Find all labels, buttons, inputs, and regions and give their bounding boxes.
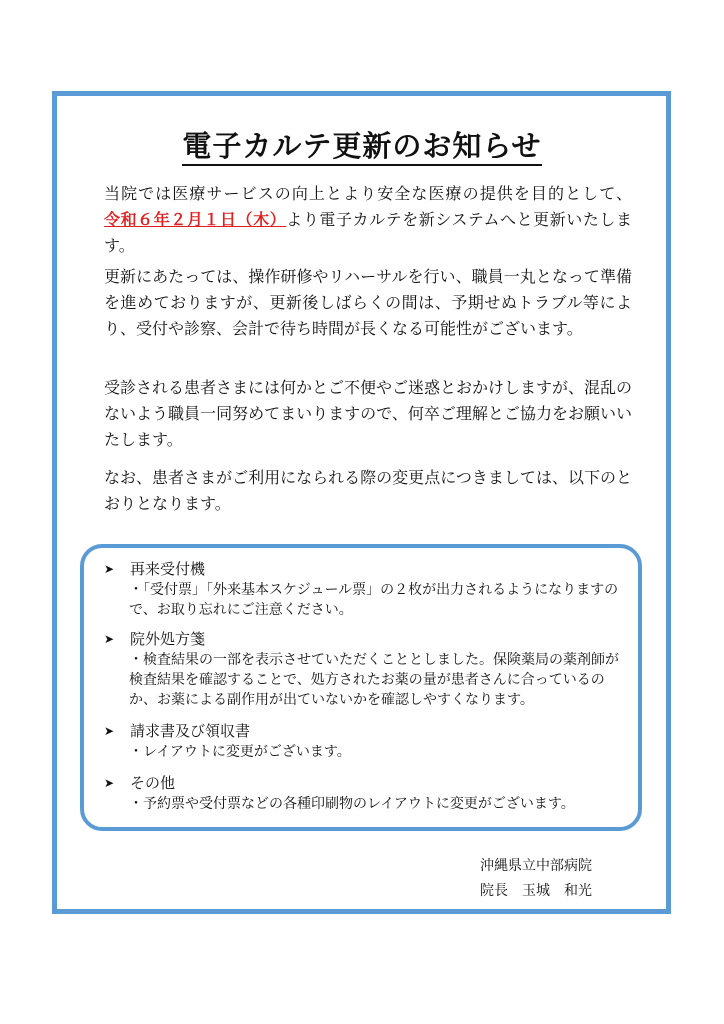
effective-date: 令和６年２月１日（木） [104,210,287,229]
change-item [104,720,624,762]
apology-paragraph: 受診される患者さまには何かとご不便やご迷惑とおかけしますが、混乱のないよう職員一同努めてまいりますので、何卒ご理解とご協力をお願いいたします。 [104,378,633,449]
arrow-bullet-icon: ➤ [104,776,115,790]
director-name: 院長 玉城 和光 [480,883,592,899]
change-heading: 再来受付機 [130,560,206,578]
arrow-bullet-icon: ➤ [104,562,115,576]
change-item [104,628,624,710]
arrow-bullet-icon: ➤ [104,632,115,646]
changes-intro-paragraph: なお、患者さまがご利用になられる際の変更点につきましては、以下のとおりとなります。 [104,468,632,513]
preparation-paragraph: 更新にあたっては、操作研修やリハーサルを行い、職員一丸となって準備を進めておりますが、更新後しばらくの間は、予期せぬトラブル等により、受付や診察、会計で待ち時間が長くなる可能性がございます。 [104,267,632,338]
change-item [104,772,624,814]
change-heading: 院外処方箋 [130,630,206,648]
hospital-name: 沖縄県立中部病院 [480,858,592,874]
change-item [104,558,624,620]
change-detail: ・「受付票」「外来基本スケジュール票」の２枚が出力されるようになりますので、お取り忘れにご注意ください。 [129,582,619,618]
change-heading: 請求書及び領収書 [130,722,251,740]
title-text: 電子カルテ更新のお知らせ [182,129,541,166]
arrow-bullet-icon: ➤ [104,724,115,738]
change-detail: ・検査結果の一部を表示させていただくこととしました。保険薬局の薬剤師が検査結果を確認することで、処方されたお薬の量が患者さんに合っているのか、お薬による副作用が出ていないかを確認しやすくなります。 [129,652,619,708]
change-detail: ・予約票や受付票などの各種印刷物のレイアウトに変更がございます。 [129,796,575,812]
change-detail: ・レイアウトに変更がございます。 [129,744,351,760]
change-heading: その他 [130,774,176,792]
intro-paragraph: 当院では医療サービスの向上とより安全な医療の提供を目的として、令和６年２月１日（木）より電子カルテを新システムへと更新いたします。 [104,184,632,255]
page-title [0,124,724,165]
